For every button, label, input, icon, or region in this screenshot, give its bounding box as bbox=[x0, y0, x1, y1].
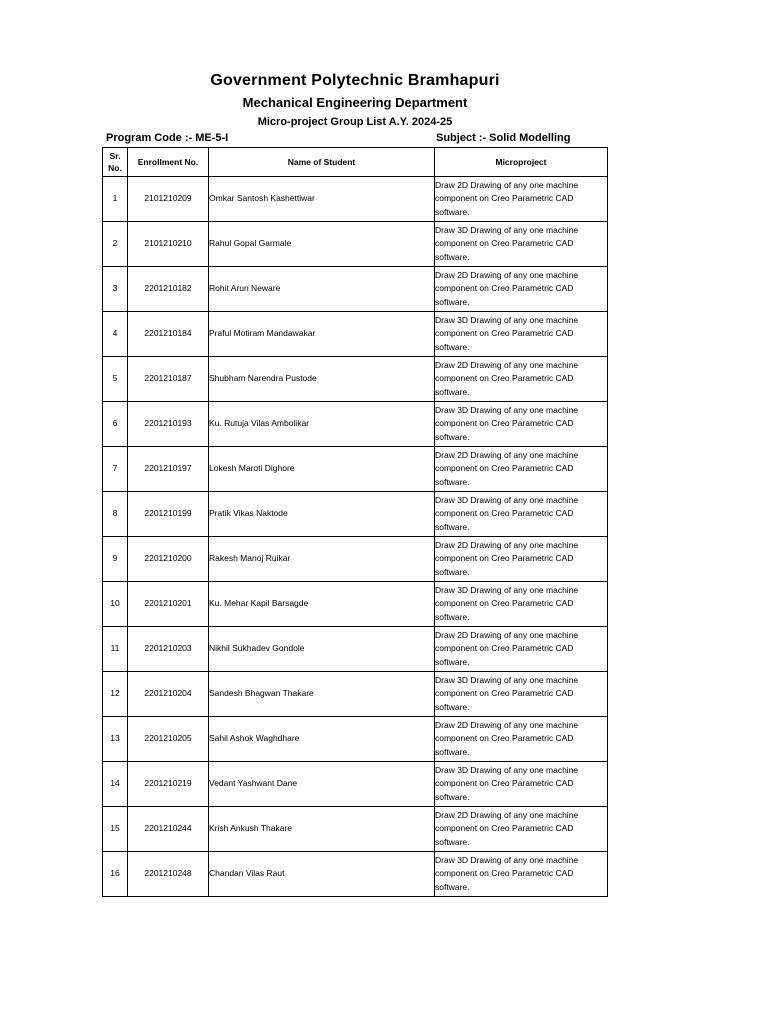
student-name-cell: Vedant Yashwant Dane bbox=[209, 762, 435, 807]
enrollment-cell: 2201210199 bbox=[128, 492, 209, 537]
sr-cell: 1 bbox=[103, 177, 128, 222]
sr-cell: 13 bbox=[103, 717, 128, 762]
enrollment-cell: 2201210200 bbox=[128, 537, 209, 582]
table-row bbox=[103, 402, 608, 447]
enrollment-cell: 2201210219 bbox=[128, 762, 209, 807]
student-name-cell: Sandesh Bhagwan Thakare bbox=[209, 672, 435, 717]
microproject-cell: Draw 2D Drawing of any one machine component on Creo Parametric CAD software. bbox=[435, 537, 608, 582]
table-row bbox=[103, 672, 608, 717]
enrollment-cell: 2201210182 bbox=[128, 267, 209, 312]
enrollment-cell: 2101210210 bbox=[128, 222, 209, 267]
enrollment-cell: 2201210197 bbox=[128, 447, 209, 492]
table-row bbox=[103, 492, 608, 537]
microproject-cell: Draw 2D Drawing of any one machine component on Creo Parametric CAD software. bbox=[435, 447, 608, 492]
microproject-cell: Draw 2D Drawing of any one machine component on Creo Parametric CAD software. bbox=[435, 267, 608, 312]
student-name-cell: Chandan Vilas Raut bbox=[209, 852, 435, 897]
microproject-cell: Draw 3D Drawing of any one machine component on Creo Parametric CAD software. bbox=[435, 672, 608, 717]
student-name-cell: Nikhil Sukhadev Gondole bbox=[209, 627, 435, 672]
sr-cell: 15 bbox=[103, 807, 128, 852]
student-name-cell: Ku. Mehar Kapil Barsagde bbox=[209, 582, 435, 627]
column-header-enrollment: Enrollment No. bbox=[128, 148, 209, 177]
microproject-cell: Draw 3D Drawing of any one machine component on Creo Parametric CAD software. bbox=[435, 582, 608, 627]
sr-cell: 6 bbox=[103, 402, 128, 447]
column-header-sr-line2: No. bbox=[108, 163, 122, 173]
microproject-cell: Draw 3D Drawing of any one machine component on Creo Parametric CAD software. bbox=[435, 312, 608, 357]
student-name-cell: Praful Motiram Mandawakar bbox=[209, 312, 435, 357]
sr-cell: 11 bbox=[103, 627, 128, 672]
sr-cell: 9 bbox=[103, 537, 128, 582]
table-row bbox=[103, 177, 608, 222]
department-title: Mechanical Engineering Department bbox=[242, 95, 468, 110]
table-header-row bbox=[103, 148, 608, 177]
student-name-cell: Omkar Santosh Kashettiwar bbox=[209, 177, 435, 222]
table-row bbox=[103, 447, 608, 492]
table-row bbox=[103, 267, 608, 312]
enrollment-cell: 2201210201 bbox=[128, 582, 209, 627]
sr-cell: 16 bbox=[103, 852, 128, 897]
microproject-cell: Draw 3D Drawing of any one machine component on Creo Parametric CAD software. bbox=[435, 222, 608, 267]
student-name-cell: Ku. Rutuja Vilas Ambolikar bbox=[209, 402, 435, 447]
list-title: Micro-project Group List A.Y. 2024-25 bbox=[257, 116, 453, 128]
student-name-cell: Rakesh Manoj Ruikar bbox=[209, 537, 435, 582]
table-row bbox=[103, 807, 608, 852]
table-body bbox=[103, 177, 608, 897]
table-row bbox=[103, 852, 608, 897]
institution-title: Government Polytechnic Bramhapuri bbox=[210, 72, 500, 89]
table-row bbox=[103, 582, 608, 627]
microproject-cell: Draw 2D Drawing of any one machine component on Creo Parametric CAD software. bbox=[435, 627, 608, 672]
column-header-sr-line1: Sr. bbox=[109, 151, 121, 161]
sr-cell: 12 bbox=[103, 672, 128, 717]
table-row bbox=[103, 222, 608, 267]
table-row bbox=[103, 627, 608, 672]
student-name-cell: Rohit Arun Neware bbox=[209, 267, 435, 312]
table-row bbox=[103, 357, 608, 402]
sr-cell: 14 bbox=[103, 762, 128, 807]
table-row bbox=[103, 312, 608, 357]
column-header-name: Name of Student bbox=[209, 148, 435, 177]
student-name-cell: Krish Ankush Thakare bbox=[209, 807, 435, 852]
sr-cell: 8 bbox=[103, 492, 128, 537]
student-name-cell: Sahil Ashok Waghdhare bbox=[209, 717, 435, 762]
table-row bbox=[103, 762, 608, 807]
enrollment-cell: 2101210209 bbox=[128, 177, 209, 222]
subject: Subject :- Solid Modelling bbox=[436, 132, 571, 144]
enrollment-cell: 2201210184 bbox=[128, 312, 209, 357]
microproject-cell: Draw 2D Drawing of any one machine component on Creo Parametric CAD software. bbox=[435, 357, 608, 402]
microproject-cell: Draw 3D Drawing of any one machine component on Creo Parametric CAD software. bbox=[435, 852, 608, 897]
enrollment-cell: 2201210193 bbox=[128, 402, 209, 447]
enrollment-cell: 2201210203 bbox=[128, 627, 209, 672]
student-name-cell: Pratik Vikas Naktode bbox=[209, 492, 435, 537]
table-row bbox=[103, 537, 608, 582]
sr-cell: 10 bbox=[103, 582, 128, 627]
microproject-cell: Draw 3D Drawing of any one machine component on Creo Parametric CAD software. bbox=[435, 762, 608, 807]
microproject-cell: Draw 2D Drawing of any one machine component on Creo Parametric CAD software. bbox=[435, 177, 608, 222]
sr-cell: 5 bbox=[103, 357, 128, 402]
student-name-cell: Shubham Narendra Pustode bbox=[209, 357, 435, 402]
column-header-microproject: Microproject bbox=[435, 148, 608, 177]
sr-cell: 4 bbox=[103, 312, 128, 357]
student-name-cell: Rahul Gopal Garmale bbox=[209, 222, 435, 267]
microproject-cell: Draw 2D Drawing of any one machine component on Creo Parametric CAD software. bbox=[435, 807, 608, 852]
table-row bbox=[103, 717, 608, 762]
program-code: Program Code :- ME-5-I bbox=[106, 132, 229, 144]
column-header-sr-no bbox=[103, 148, 128, 177]
sr-cell: 7 bbox=[103, 447, 128, 492]
microproject-cell: Draw 2D Drawing of any one machine component on Creo Parametric CAD software. bbox=[435, 717, 608, 762]
enrollment-cell: 2201210205 bbox=[128, 717, 209, 762]
enrollment-cell: 2201210204 bbox=[128, 672, 209, 717]
group-list-table bbox=[102, 147, 608, 897]
microproject-cell: Draw 3D Drawing of any one machine component on Creo Parametric CAD software. bbox=[435, 492, 608, 537]
enrollment-cell: 2201210244 bbox=[128, 807, 209, 852]
enrollment-cell: 2201210248 bbox=[128, 852, 209, 897]
microproject-cell: Draw 3D Drawing of any one machine component on Creo Parametric CAD software. bbox=[435, 402, 608, 447]
sr-cell: 3 bbox=[103, 267, 128, 312]
sr-cell: 2 bbox=[103, 222, 128, 267]
enrollment-cell: 2201210187 bbox=[128, 357, 209, 402]
student-name-cell: Lokesh Maroti Dighore bbox=[209, 447, 435, 492]
